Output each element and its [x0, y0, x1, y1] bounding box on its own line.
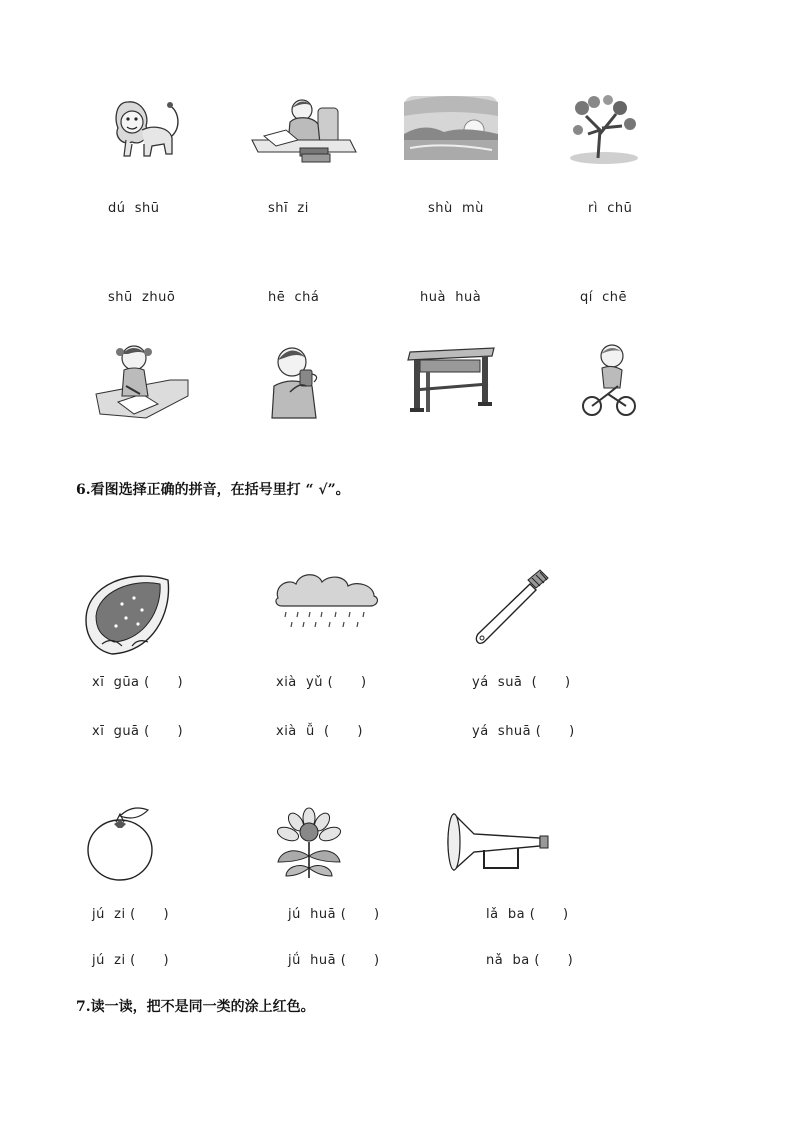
option-b[interactable]: jú zi ( ) [92, 953, 170, 968]
chrysanthemum-icon [274, 806, 344, 880]
lion-icon [112, 96, 184, 164]
option-b[interactable]: xià ǚ ( ) [276, 724, 363, 739]
pinyin-label: huà huà [420, 290, 482, 305]
question-6-title: 6.看图选择正确的拼音，在括号里打 “ √”。 [76, 482, 350, 498]
option-a[interactable]: lǎ ba ( ) [486, 907, 569, 922]
toothbrush-icon [472, 570, 552, 646]
cycling-child-icon [582, 342, 636, 418]
option-b[interactable]: xī guā ( ) [92, 724, 184, 739]
rain-cloud-icon [274, 570, 380, 632]
option-b[interactable]: yá shuā ( ) [472, 724, 575, 739]
desk-icon [406, 344, 496, 414]
pinyin-label: qí chē [580, 290, 628, 305]
trumpet-icon [444, 810, 550, 874]
orange-icon [86, 806, 154, 882]
sunrise-icon [404, 96, 498, 160]
pinyin-label: shī zi [268, 201, 309, 216]
tree-icon [566, 94, 642, 166]
option-a[interactable]: yá suā ( ) [472, 675, 571, 690]
option-b[interactable]: nǎ ba ( ) [486, 953, 574, 968]
question-7-title: 7.读一读，把不是同一类的涂上红色。 [76, 999, 315, 1015]
reading-boy-icon [252, 96, 356, 168]
pinyin-label: dú shū [108, 201, 160, 216]
pinyin-label: shū zhuō [108, 290, 176, 305]
option-a[interactable]: xī gūa ( ) [92, 675, 184, 690]
option-b[interactable]: jǘ huā ( ) [288, 953, 380, 968]
pinyin-label: hē chá [268, 290, 320, 305]
option-a[interactable]: xià yǔ ( ) [276, 675, 367, 690]
pinyin-label: rì chū [588, 201, 633, 216]
drawing-girl-icon [96, 342, 188, 418]
watermelon-icon [82, 570, 174, 656]
option-a[interactable]: jú zi ( ) [92, 907, 170, 922]
pinyin-label: shù mù [428, 201, 484, 216]
drinking-boy-icon [270, 342, 328, 418]
option-a[interactable]: jú huā ( ) [288, 907, 380, 922]
